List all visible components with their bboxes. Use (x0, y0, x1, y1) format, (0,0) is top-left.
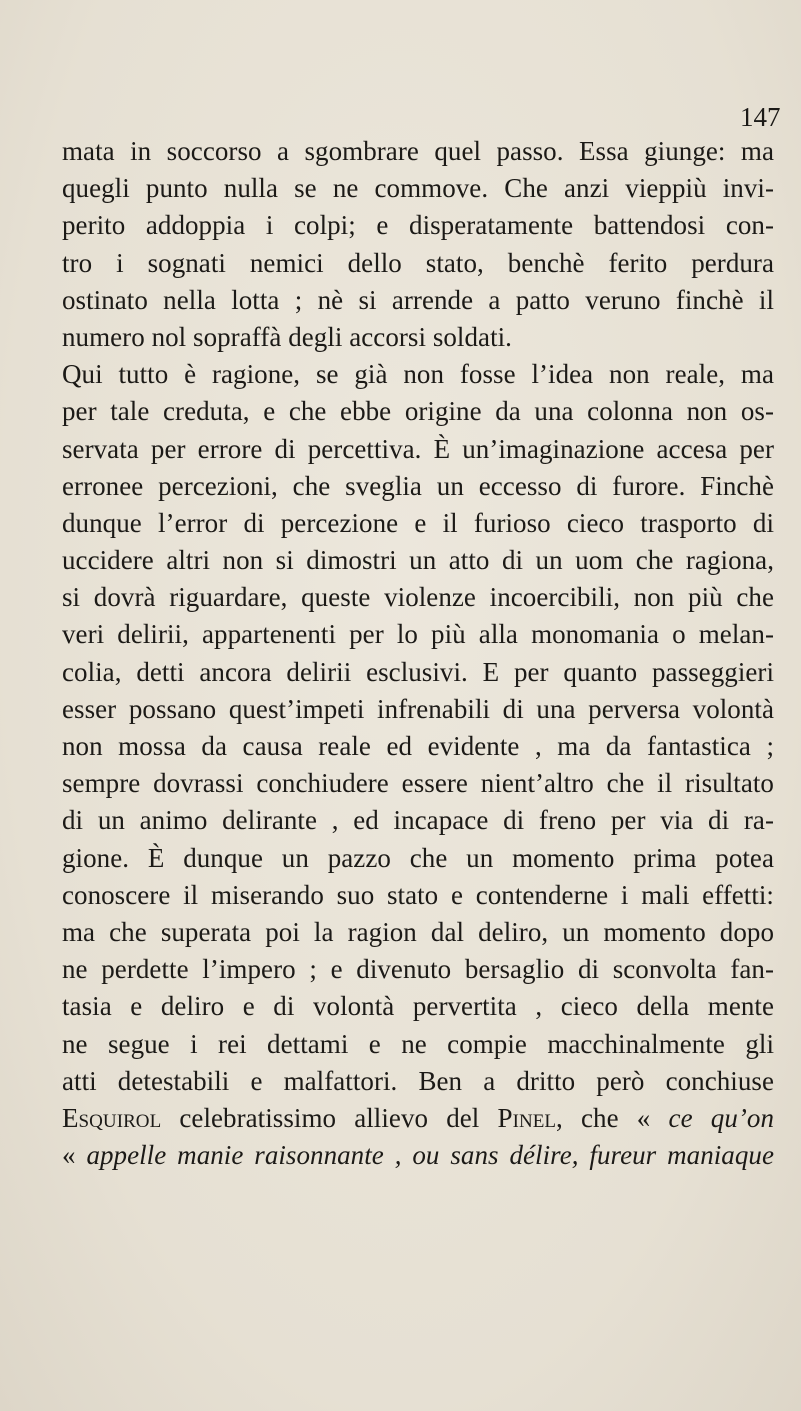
text-fragment: celebratissimo allievo del (161, 1102, 498, 1133)
text-line: ne perdette l’impero ; e divenuto bersaglio di sconvolta fan- (62, 954, 774, 985)
text-line: tro i sognati nemici dello stato, benchè ferito perdura (62, 247, 774, 278)
text-line: uccidere altri non si dimostri un atto di un uom che ragiona, (62, 545, 774, 576)
text-line: quegli punto nulla se ne commove. Che anzi vieppiù invi- (62, 173, 774, 204)
text-line: veri delirii, appartenenti per lo più alla monomania o melan- (62, 619, 774, 650)
text-line-esquirol (62, 1100, 774, 1137)
text-line: di un animo delirante , ed incapace di freno per via di ra- (62, 805, 774, 836)
text-fragment: , che « (556, 1102, 669, 1133)
text-line: tasia e deliro e di volontà pervertita , cieco della mente (62, 991, 774, 1022)
text-line: ne segue i rei dettami e ne compie macchinalmente gli (62, 1028, 774, 1059)
text-line: Qui tutto è ragione, se già non fosse l’idea non reale, ma (62, 359, 774, 390)
text-line: erronee percezioni, che sveglia un eccesso di furore. Finchè (62, 470, 774, 501)
text-line: esser possano quest’impeti infrenabili di una perversa volontà (62, 693, 774, 724)
text-line: ostinato nella lotta ; nè si arrende a patto veruno finchè il (62, 284, 774, 315)
text-line: ma che superata poi la ragion dal deliro, un momento dopo (62, 916, 774, 947)
text-line: per tale creduta, e che ebbe origine da una colonna non os- (62, 396, 774, 427)
text-line: perito addoppia i colpi; e disperatamente battendosi con- (62, 210, 774, 241)
text-line: servata per errore di percettiva. È un’imaginazione accesa per (62, 433, 774, 464)
author-name-esquirol: Esquirol (62, 1102, 162, 1133)
quote-mark: « (62, 1140, 87, 1171)
text-line: si dovrà riguardare, queste violenze incoercibili, non più che (62, 582, 774, 613)
text-line: atti detestabili e malfattori. Ben a dritto però conchiuse (62, 1065, 774, 1096)
text-line: conoscere il miserando suo stato e contenderne i mali effetti: (62, 879, 774, 910)
text-line: sempre dovrassi conchiudere essere nient’altro che il risultato (62, 768, 774, 799)
author-name-pinel: Pinel (497, 1102, 557, 1133)
text-line: non mossa da causa reale ed evidente , ma da fantastica ; (62, 731, 774, 761)
quoted-text: appelle manie raisonnante , ou sans délire, fureur maniaque (86, 1140, 774, 1171)
text-line: mata in soccorso a sgombrare quel passo. Essa giunge: ma (62, 136, 774, 166)
body-text (62, 133, 774, 1174)
text-line-quote (62, 1137, 774, 1174)
text-line: dunque l’error di percezione e il furioso cieco trasporto di (62, 507, 774, 538)
quoted-text: ce qu’on (668, 1102, 775, 1133)
text-line: gione. È dunque un pazzo che un momento prima potea (62, 842, 774, 873)
text-line: numero nol sopraffà degli accorsi soldati. (62, 321, 512, 352)
text-line: colia, detti ancora delirii esclusivi. E per quanto passeggieri (62, 656, 774, 687)
page-number: 147 (740, 102, 781, 132)
